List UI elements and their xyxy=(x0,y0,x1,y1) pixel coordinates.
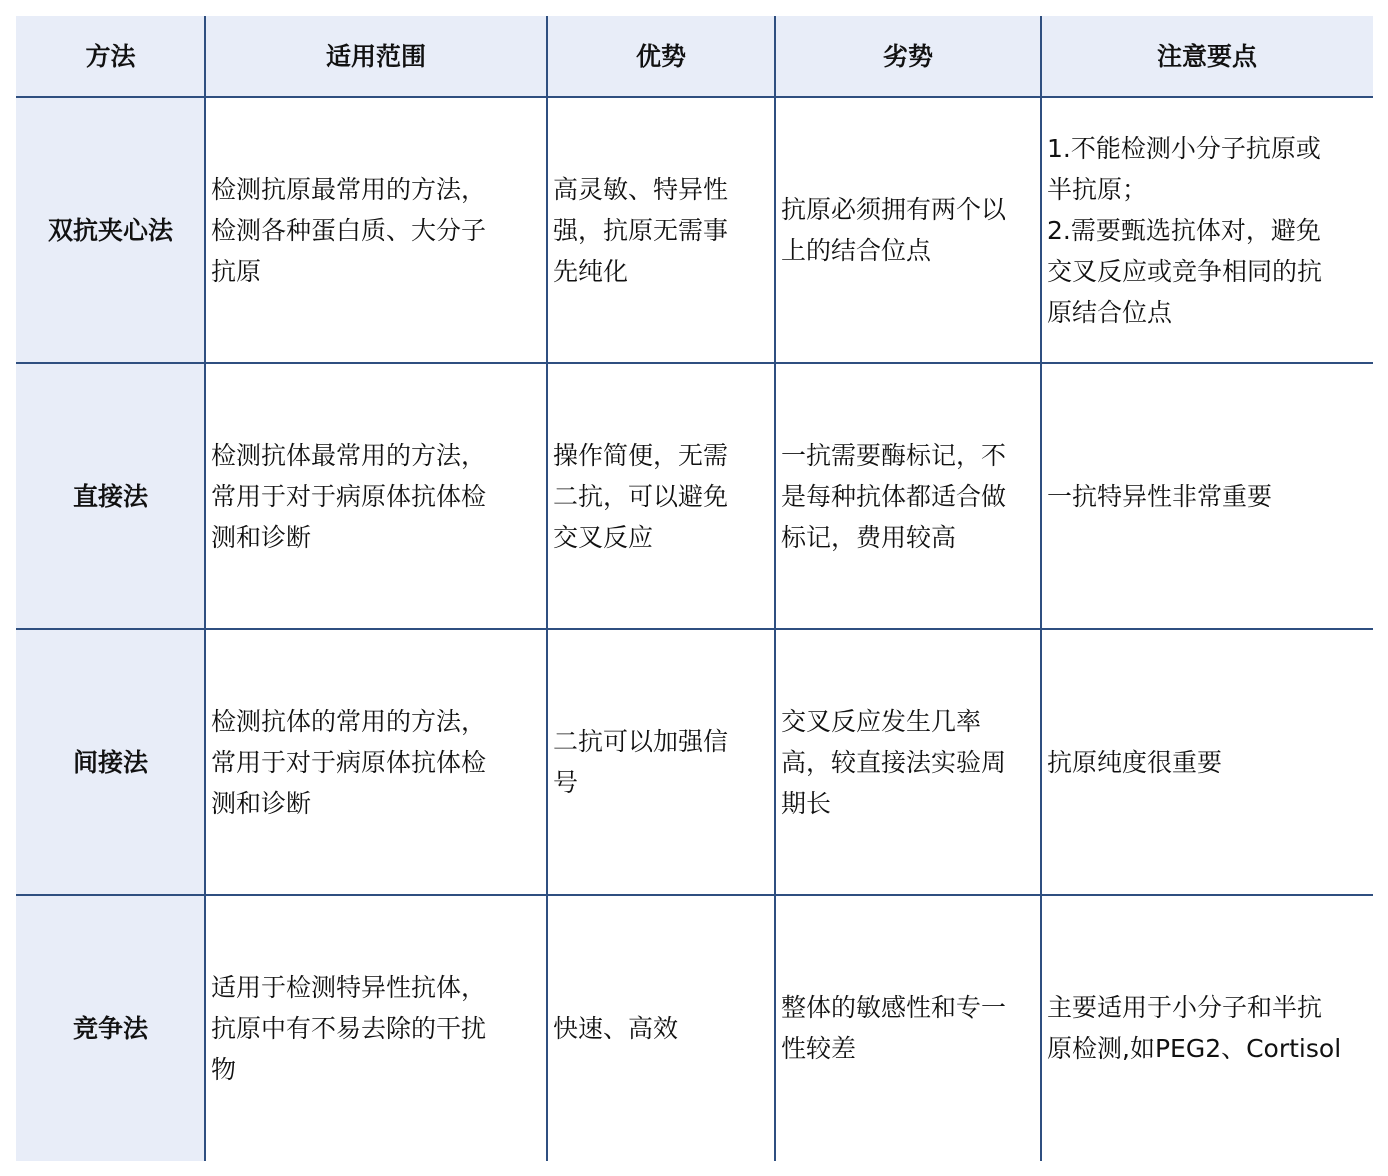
row-method-cell: 双抗夹心法 xyxy=(16,97,205,363)
row-cons-cell: 交叉反应发生几率 高，较直接法实验周 期长 xyxy=(775,629,1041,895)
row-notes-cell: 1.不能检测小分子抗原或 半抗原； 2.需要甄选抗体对，避免 交叉反应或竞争相同的抗 原结合位点 xyxy=(1041,97,1373,363)
row-scope-cell: 检测抗原最常用的方法， 检测各种蛋白质、大分子 抗原 xyxy=(205,97,547,363)
row-notes-cell: 主要适用于小分子和半抗 原检测,如PEG2、Cortisol xyxy=(1041,895,1373,1161)
header-scope: 适用范围 xyxy=(205,16,547,97)
row-pros-cell: 快速、高效 xyxy=(547,895,775,1161)
row-notes-cell: 抗原纯度很重要 xyxy=(1041,629,1373,895)
row-notes-cell: 一抗特异性非常重要 xyxy=(1041,363,1373,629)
row-scope-cell: 检测抗体最常用的方法， 常用于对于病原体抗体检 测和诊断 xyxy=(205,363,547,629)
row-method-cell: 直接法 xyxy=(16,363,205,629)
row-scope-cell: 适用于检测特异性抗体， 抗原中有不易去除的干扰 物 xyxy=(205,895,547,1161)
table-column-divider xyxy=(774,16,776,1161)
header-cons: 劣势 xyxy=(775,16,1041,97)
comparison-table xyxy=(16,16,1373,1161)
row-cons-cell: 一抗需要酶标记，不 是每种抗体都适合做 标记，费用较高 xyxy=(775,363,1041,629)
row-pros-cell: 操作简便，无需 二抗，可以避免 交叉反应 xyxy=(547,363,775,629)
row-scope-cell: 检测抗体的常用的方法， 常用于对于病原体抗体检 测和诊断 xyxy=(205,629,547,895)
row-pros-cell: 高灵敏、特异性 强，抗原无需事 先纯化 xyxy=(547,97,775,363)
header-method: 方法 xyxy=(16,16,205,97)
table-rule xyxy=(16,894,1373,896)
table-column-divider xyxy=(1040,16,1042,1161)
table-column-divider xyxy=(204,16,206,1161)
row-method-cell: 间接法 xyxy=(16,629,205,895)
header-notes: 注意要点 xyxy=(1041,16,1373,97)
table-rule xyxy=(16,628,1373,630)
row-method-cell: 竞争法 xyxy=(16,895,205,1161)
table-rule xyxy=(16,96,1373,98)
header-pros: 优势 xyxy=(547,16,775,97)
table-column-divider xyxy=(546,16,548,1161)
row-cons-cell: 整体的敏感性和专一 性较差 xyxy=(775,895,1041,1161)
row-cons-cell: 抗原必须拥有两个以 上的结合位点 xyxy=(775,97,1041,363)
table-rule xyxy=(16,362,1373,364)
row-pros-cell: 二抗可以加强信 号 xyxy=(547,629,775,895)
